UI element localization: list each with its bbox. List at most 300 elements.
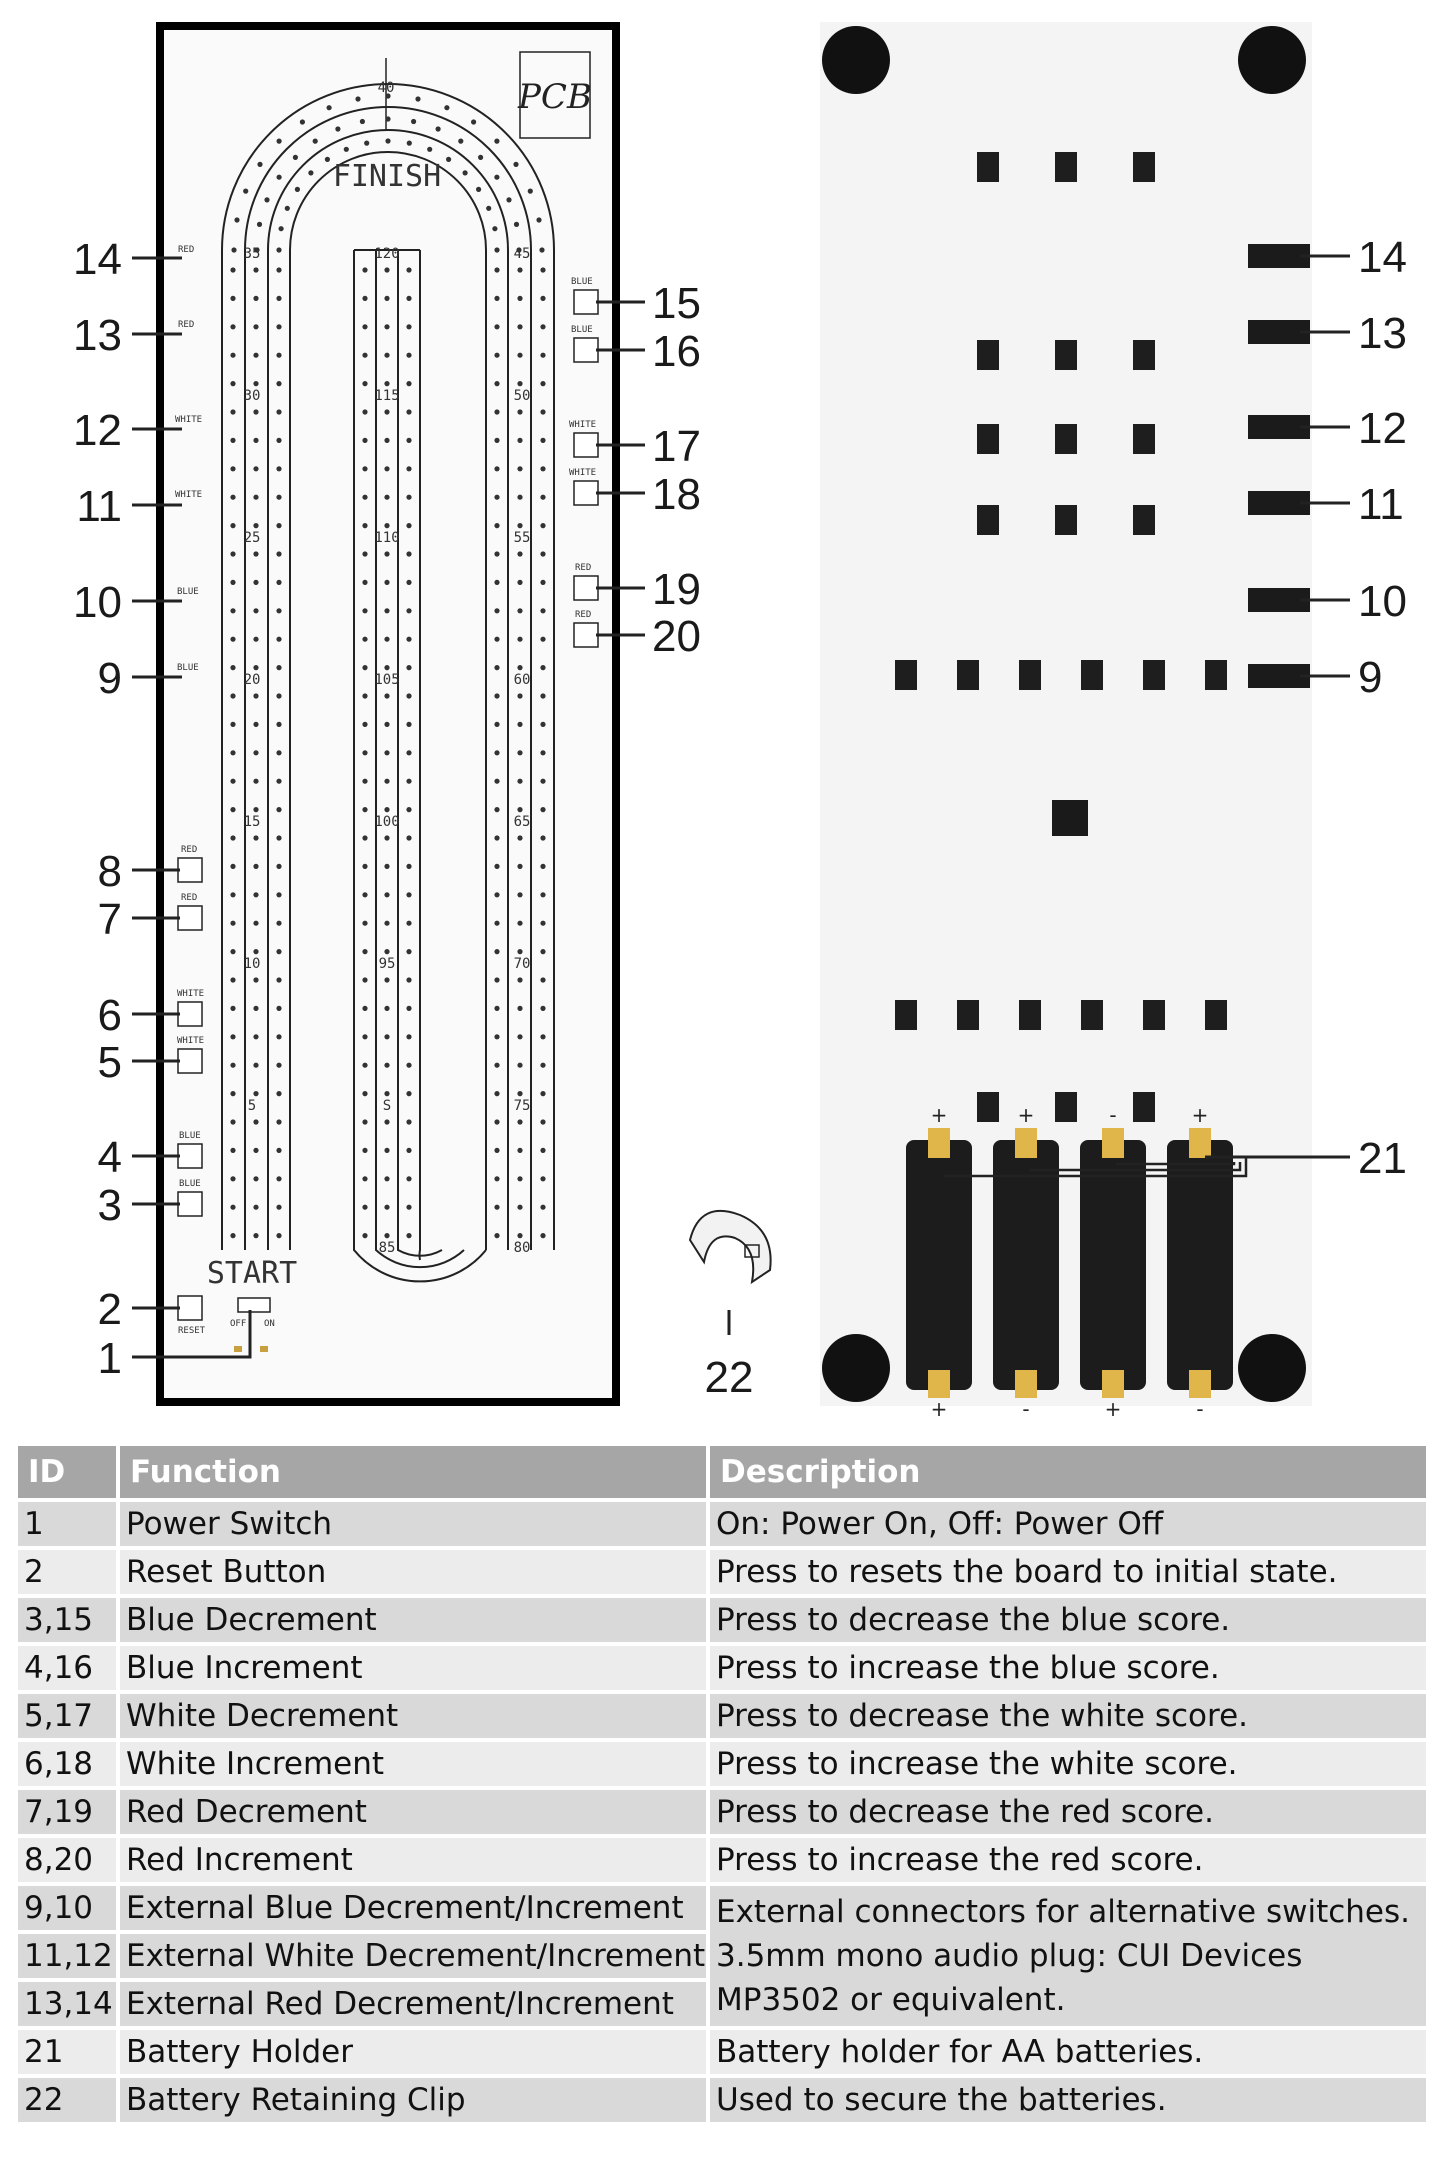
peg-hole bbox=[362, 807, 367, 812]
peg-hole bbox=[494, 1119, 499, 1124]
peg-hole bbox=[540, 807, 545, 812]
ic-chip bbox=[1055, 424, 1077, 454]
track-number: 40 bbox=[377, 80, 395, 96]
peg-hole bbox=[494, 438, 499, 443]
button-label: RED bbox=[575, 563, 592, 573]
peg-hole bbox=[406, 665, 411, 670]
peg-hole bbox=[276, 637, 281, 642]
peg-hole bbox=[406, 921, 411, 926]
peg-hole bbox=[230, 381, 235, 386]
track-number: 15 bbox=[243, 814, 261, 830]
peg-hole bbox=[494, 580, 499, 585]
peg-hole bbox=[384, 693, 389, 698]
peg-hole bbox=[384, 409, 389, 414]
peg-hole bbox=[253, 267, 258, 272]
peg-hole bbox=[279, 226, 284, 231]
peg-hole bbox=[384, 495, 389, 500]
table-row bbox=[18, 1500, 1428, 1548]
peg-hole bbox=[494, 637, 499, 642]
peg-hole bbox=[517, 1063, 522, 1068]
peg-hole bbox=[230, 580, 235, 585]
peg-hole bbox=[494, 750, 499, 755]
connector-label: RED bbox=[178, 320, 195, 330]
peg-hole bbox=[517, 722, 522, 727]
ic-chip bbox=[1133, 1092, 1155, 1122]
cell-description: Press to decrease the white score. bbox=[708, 1692, 1428, 1740]
peg-hole bbox=[384, 722, 389, 727]
mounting-foot bbox=[1238, 1334, 1306, 1402]
peg-hole bbox=[362, 1091, 367, 1096]
callout-number: 9 bbox=[97, 654, 122, 703]
peg-hole bbox=[494, 466, 499, 471]
peg-hole bbox=[494, 353, 499, 358]
peg-hole bbox=[276, 779, 281, 784]
ic-chip bbox=[1055, 340, 1077, 370]
peg-hole bbox=[406, 693, 411, 698]
peg-hole bbox=[540, 381, 545, 386]
peg-hole bbox=[406, 1034, 411, 1039]
callout-number: 10 bbox=[73, 578, 122, 627]
track-number: 65 bbox=[513, 814, 531, 830]
peg-hole bbox=[540, 1119, 545, 1124]
button-label: WHITE bbox=[177, 1036, 205, 1046]
peg-hole bbox=[406, 580, 411, 585]
peg-hole bbox=[384, 665, 389, 670]
peg-hole bbox=[540, 324, 545, 329]
callout-number: 4 bbox=[97, 1133, 122, 1182]
peg-hole bbox=[230, 1233, 235, 1238]
peg-hole bbox=[253, 1034, 258, 1039]
callout-number: 10 bbox=[1358, 577, 1407, 626]
peg-hole bbox=[362, 949, 367, 954]
peg-hole bbox=[230, 466, 235, 471]
track-number: 100 bbox=[374, 814, 400, 830]
peg-hole bbox=[276, 1205, 281, 1210]
peg-hole bbox=[406, 779, 411, 784]
peg-hole bbox=[406, 409, 411, 414]
peg-hole bbox=[517, 864, 522, 869]
peg-hole bbox=[276, 247, 281, 252]
peg-hole bbox=[517, 1091, 522, 1096]
peg-hole bbox=[276, 750, 281, 755]
peg-hole bbox=[406, 835, 411, 840]
table-row bbox=[18, 1740, 1428, 1788]
peg-hole bbox=[540, 608, 545, 613]
peg-hole bbox=[517, 466, 522, 471]
peg-hole bbox=[540, 750, 545, 755]
peg-hole bbox=[230, 495, 235, 500]
peg-hole bbox=[253, 608, 258, 613]
cell-id: 1 bbox=[18, 1500, 118, 1548]
peg-hole bbox=[494, 381, 499, 386]
button-blue-increment[interactable] bbox=[178, 1131, 202, 1168]
peg-hole bbox=[362, 381, 367, 386]
peg-hole bbox=[362, 438, 367, 443]
ic-chip bbox=[1081, 660, 1103, 690]
ic-chip bbox=[1081, 1000, 1103, 1030]
peg-hole bbox=[362, 409, 367, 414]
peg-hole bbox=[276, 1091, 281, 1096]
ic-chip bbox=[1055, 152, 1077, 182]
callout-number: 22 bbox=[704, 1353, 754, 1402]
peg-hole bbox=[494, 1148, 499, 1153]
button-blue-decrement[interactable] bbox=[178, 1179, 202, 1216]
peg-hole bbox=[253, 1091, 258, 1096]
back-board bbox=[820, 22, 1312, 1421]
peg-hole bbox=[444, 105, 449, 110]
peg-hole bbox=[276, 438, 281, 443]
peg-hole bbox=[406, 523, 411, 528]
peg-hole bbox=[384, 637, 389, 642]
ic-chip bbox=[1019, 1000, 1041, 1030]
switch-off-label: OFF bbox=[230, 1319, 247, 1329]
peg-hole bbox=[384, 1034, 389, 1039]
peg-hole bbox=[230, 267, 235, 272]
peg-hole bbox=[300, 119, 305, 124]
peg-hole bbox=[253, 324, 258, 329]
ic-chip bbox=[957, 660, 979, 690]
peg-hole bbox=[384, 1176, 389, 1181]
connector-label: BLUE bbox=[177, 587, 199, 597]
peg-hole bbox=[406, 466, 411, 471]
peg-hole bbox=[384, 1148, 389, 1153]
peg-hole bbox=[406, 722, 411, 727]
ic-chip bbox=[1055, 1092, 1077, 1122]
peg-hole bbox=[406, 1063, 411, 1068]
callout-number: 15 bbox=[652, 279, 701, 328]
start-label: START bbox=[206, 1256, 298, 1291]
peg-hole bbox=[540, 1063, 545, 1068]
peg-hole bbox=[517, 353, 522, 358]
ic-chip bbox=[977, 424, 999, 454]
callout-number: 21 bbox=[1358, 1134, 1407, 1183]
peg-hole bbox=[517, 438, 522, 443]
peg-hole bbox=[540, 1034, 545, 1039]
cell-function: Battery Holder bbox=[118, 2028, 708, 2076]
cell-description: Press to increase the blue score. bbox=[708, 1644, 1428, 1692]
peg-hole bbox=[362, 523, 367, 528]
peg-hole bbox=[494, 247, 499, 252]
peg-hole bbox=[362, 1233, 367, 1238]
button-white-increment-right[interactable] bbox=[569, 468, 598, 505]
peg-hole bbox=[517, 949, 522, 954]
peg-hole bbox=[406, 977, 411, 982]
peg-hole bbox=[362, 267, 367, 272]
peg-hole bbox=[494, 693, 499, 698]
peg-hole bbox=[253, 381, 258, 386]
peg-hole bbox=[517, 495, 522, 500]
callout-number: 5 bbox=[97, 1038, 122, 1087]
peg-hole bbox=[276, 892, 281, 897]
track-number: 85 bbox=[378, 1240, 396, 1256]
ic-chip bbox=[977, 152, 999, 182]
peg-hole bbox=[494, 1034, 499, 1039]
peg-hole bbox=[362, 1148, 367, 1153]
peg-hole bbox=[276, 1119, 281, 1124]
button-white-decrement[interactable] bbox=[177, 1036, 204, 1073]
track-number: 75 bbox=[513, 1098, 531, 1114]
track-number: 20 bbox=[243, 672, 261, 688]
peg-hole bbox=[362, 665, 367, 670]
peg-hole bbox=[276, 409, 281, 414]
peg-hole bbox=[384, 807, 389, 812]
peg-hole bbox=[276, 1233, 281, 1238]
peg-hole bbox=[517, 835, 522, 840]
connector-label: WHITE bbox=[175, 490, 203, 500]
peg-hole bbox=[230, 353, 235, 358]
peg-hole bbox=[517, 1034, 522, 1039]
peg-hole bbox=[406, 551, 411, 556]
table-row bbox=[18, 1548, 1428, 1596]
cell-id: 21 bbox=[18, 2028, 118, 2076]
peg-hole bbox=[230, 722, 235, 727]
peg-hole bbox=[234, 217, 239, 222]
table-row bbox=[18, 1788, 1428, 1836]
peg-hole bbox=[406, 1233, 411, 1238]
ic-chip bbox=[895, 1000, 917, 1030]
peg-hole bbox=[406, 353, 411, 358]
callout-number: 16 bbox=[652, 327, 701, 376]
peg-hole bbox=[406, 807, 411, 812]
peg-hole bbox=[494, 779, 499, 784]
peg-hole bbox=[478, 155, 483, 160]
callout-number: 7 bbox=[97, 895, 122, 944]
peg-hole bbox=[276, 722, 281, 727]
mcu-chip bbox=[1052, 800, 1088, 836]
peg-hole bbox=[257, 222, 262, 227]
peg-hole bbox=[253, 1119, 258, 1124]
peg-hole bbox=[406, 438, 411, 443]
peg-hole bbox=[540, 722, 545, 727]
track-number: 50 bbox=[513, 388, 531, 404]
peg-hole bbox=[362, 608, 367, 613]
peg-hole bbox=[313, 139, 318, 144]
table-row bbox=[18, 1836, 1428, 1884]
reset-button[interactable] bbox=[178, 1296, 206, 1336]
peg-hole bbox=[362, 1063, 367, 1068]
cell-id: 4,16 bbox=[18, 1644, 118, 1692]
peg-hole bbox=[494, 722, 499, 727]
cell-description: Press to increase the white score. bbox=[708, 1740, 1428, 1788]
polarity-mark: - bbox=[1022, 1397, 1030, 1421]
button-white-decrement-right[interactable] bbox=[569, 420, 598, 457]
peg-hole bbox=[540, 580, 545, 585]
peg-hole bbox=[362, 864, 367, 869]
mounting-foot bbox=[822, 26, 890, 94]
peg-hole bbox=[517, 1148, 522, 1153]
peg-hole bbox=[362, 551, 367, 556]
peg-hole bbox=[253, 977, 258, 982]
track-number: 115 bbox=[374, 388, 400, 404]
peg-hole bbox=[276, 495, 281, 500]
peg-hole bbox=[230, 665, 235, 670]
button-label: WHITE bbox=[569, 468, 597, 478]
peg-hole bbox=[494, 523, 499, 528]
cell-function: Reset Button bbox=[118, 1548, 708, 1596]
track-number: 120 bbox=[374, 246, 400, 262]
track-bottom-u-4 bbox=[419, 250, 420, 1260]
battery-holder bbox=[993, 1140, 1059, 1390]
peg-hole bbox=[494, 835, 499, 840]
peg-hole bbox=[540, 1233, 545, 1238]
peg-hole bbox=[362, 466, 367, 471]
peg-hole bbox=[308, 170, 313, 175]
peg-hole bbox=[384, 779, 389, 784]
peg-hole bbox=[253, 1176, 258, 1181]
peg-hole bbox=[494, 267, 499, 272]
callout-number: 6 bbox=[97, 991, 122, 1040]
peg-hole bbox=[517, 1205, 522, 1210]
peg-hole bbox=[517, 1176, 522, 1181]
ic-chip bbox=[1143, 660, 1165, 690]
peg-hole bbox=[540, 665, 545, 670]
peg-hole bbox=[384, 523, 389, 528]
peg-hole bbox=[276, 551, 281, 556]
cell-id: 9,10 bbox=[18, 1884, 118, 1932]
peg-hole bbox=[494, 665, 499, 670]
peg-hole bbox=[517, 324, 522, 329]
cell-id: 6,18 bbox=[18, 1740, 118, 1788]
peg-hole bbox=[406, 949, 411, 954]
peg-hole bbox=[540, 1176, 545, 1181]
peg-hole bbox=[253, 1205, 258, 1210]
peg-hole bbox=[494, 1063, 499, 1068]
peg-hole bbox=[540, 438, 545, 443]
peg-hole bbox=[253, 551, 258, 556]
peg-hole bbox=[494, 551, 499, 556]
peg-hole bbox=[406, 864, 411, 869]
button-white-increment[interactable] bbox=[177, 989, 204, 1026]
track-number: 105 bbox=[374, 672, 400, 688]
peg-hole bbox=[517, 892, 522, 897]
peg-hole bbox=[540, 693, 545, 698]
peg-hole bbox=[276, 949, 281, 954]
cell-id: 2 bbox=[18, 1548, 118, 1596]
peg-hole bbox=[253, 779, 258, 784]
peg-hole bbox=[385, 116, 390, 121]
peg-hole bbox=[230, 523, 235, 528]
peg-hole bbox=[406, 1205, 411, 1210]
peg-hole bbox=[253, 892, 258, 897]
callout-number: 14 bbox=[1358, 233, 1407, 282]
peg-hole bbox=[253, 438, 258, 443]
peg-hole bbox=[384, 353, 389, 358]
peg-hole bbox=[384, 949, 389, 954]
peg-hole bbox=[253, 637, 258, 642]
track-number: 5 bbox=[247, 1098, 257, 1114]
peg-hole bbox=[362, 722, 367, 727]
track-number: 70 bbox=[513, 956, 531, 972]
peg-hole bbox=[540, 779, 545, 784]
peg-hole bbox=[295, 187, 300, 192]
peg-hole bbox=[494, 139, 499, 144]
peg-hole bbox=[463, 170, 468, 175]
callout-number: 12 bbox=[1358, 404, 1407, 453]
peg-hole bbox=[517, 665, 522, 670]
track-number: 45 bbox=[513, 246, 531, 262]
peg-hole bbox=[385, 138, 390, 143]
track-number: 60 bbox=[513, 672, 531, 688]
peg-hole bbox=[230, 1205, 235, 1210]
peg-hole bbox=[276, 1176, 281, 1181]
peg-hole bbox=[540, 466, 545, 471]
peg-hole bbox=[415, 96, 420, 101]
mounting-foot bbox=[1238, 26, 1306, 94]
cell-id: 13,14 bbox=[18, 1980, 118, 2028]
peg-hole bbox=[406, 608, 411, 613]
peg-hole bbox=[253, 1006, 258, 1011]
track-number: 30 bbox=[243, 388, 261, 404]
peg-hole bbox=[384, 296, 389, 301]
peg-hole bbox=[494, 296, 499, 301]
callout-number: 2 bbox=[97, 1285, 122, 1334]
callout-number: 17 bbox=[652, 422, 701, 471]
peg-hole bbox=[406, 1006, 411, 1011]
peg-hole bbox=[230, 949, 235, 954]
peg-hole bbox=[540, 892, 545, 897]
peg-hole bbox=[406, 1119, 411, 1124]
peg-hole bbox=[536, 217, 541, 222]
peg-hole bbox=[384, 1205, 389, 1210]
peg-hole bbox=[362, 750, 367, 755]
peg-hole bbox=[517, 1119, 522, 1124]
cell-id: 22 bbox=[18, 2076, 118, 2124]
cell-description: Used to secure the batteries. bbox=[708, 2076, 1428, 2124]
peg-hole bbox=[384, 921, 389, 926]
peg-hole bbox=[384, 1006, 389, 1011]
peg-hole bbox=[406, 637, 411, 642]
cell-function: Power Switch bbox=[118, 1500, 708, 1548]
table-row bbox=[18, 1596, 1428, 1644]
peg-hole bbox=[406, 267, 411, 272]
peg-hole bbox=[492, 226, 497, 231]
ic-chip bbox=[1205, 1000, 1227, 1030]
peg-hole bbox=[276, 693, 281, 698]
peg-hole bbox=[494, 864, 499, 869]
peg-hole bbox=[230, 409, 235, 414]
peg-hole bbox=[362, 324, 367, 329]
cell-function: Blue Increment bbox=[118, 1644, 708, 1692]
peg-hole bbox=[230, 807, 235, 812]
callout-number: 18 bbox=[652, 470, 701, 519]
legend-table bbox=[18, 1446, 1430, 2126]
ic-chip bbox=[1133, 152, 1155, 182]
peg-hole bbox=[494, 324, 499, 329]
callout-number: 1 bbox=[97, 1334, 122, 1383]
peg-hole bbox=[362, 779, 367, 784]
cell-description: External connectors for alternative switches. 3.5mm mono audio plug: CUI Devices MP3502 or equivalent. bbox=[708, 1884, 1428, 2028]
connector-label: BLUE bbox=[177, 663, 199, 673]
peg-hole bbox=[276, 1063, 281, 1068]
peg-hole bbox=[540, 864, 545, 869]
cell-function: Red Decrement bbox=[118, 1788, 708, 1836]
peg-hole bbox=[540, 551, 545, 556]
peg-hole bbox=[257, 162, 262, 167]
cell-function: Battery Retaining Clip bbox=[118, 2076, 708, 2124]
track-number: 95 bbox=[378, 956, 396, 972]
callout-number: 9 bbox=[1358, 653, 1383, 702]
peg-hole bbox=[230, 750, 235, 755]
callout-number: 13 bbox=[1358, 309, 1407, 358]
track-number: S bbox=[382, 1098, 392, 1114]
peg-hole bbox=[406, 1176, 411, 1181]
button-label: WHITE bbox=[569, 420, 597, 430]
button-label: BLUE bbox=[179, 1179, 201, 1189]
peg-hole bbox=[230, 977, 235, 982]
peg-hole bbox=[362, 353, 367, 358]
peg-hole bbox=[517, 296, 522, 301]
table-row bbox=[18, 2076, 1428, 2124]
